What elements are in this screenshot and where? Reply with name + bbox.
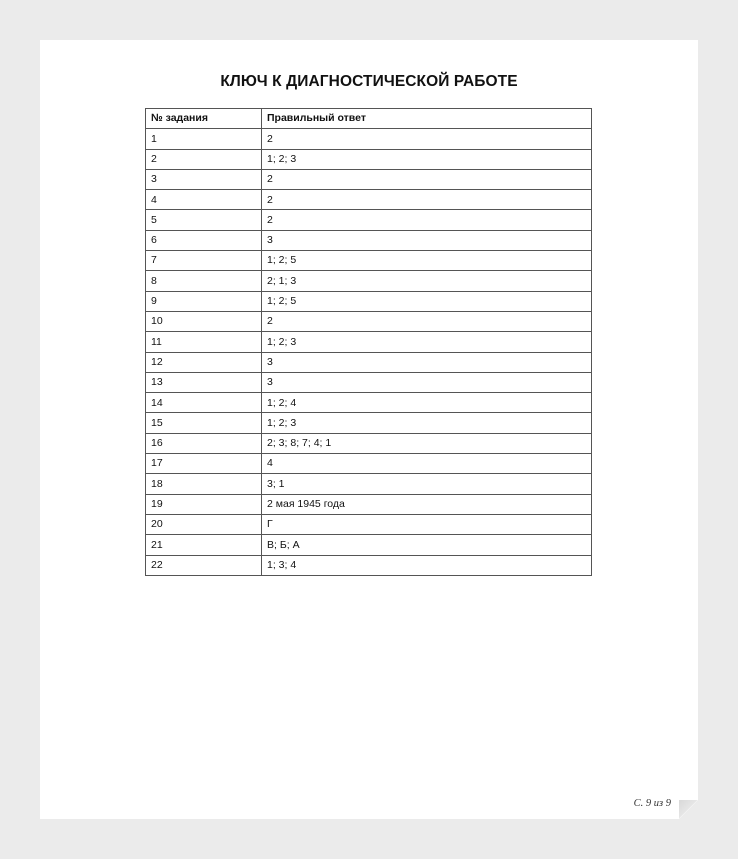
answer-cell: 2 bbox=[262, 190, 592, 210]
answer-cell: 2 bbox=[262, 129, 592, 149]
table-row bbox=[146, 129, 592, 149]
table-row bbox=[146, 311, 592, 331]
task-number-cell: 16 bbox=[146, 433, 262, 453]
answer-cell: 3; 1 bbox=[262, 474, 592, 494]
table-row bbox=[146, 352, 592, 372]
table-row bbox=[146, 271, 592, 291]
table-row bbox=[146, 372, 592, 392]
answer-cell: 1; 2; 5 bbox=[262, 251, 592, 271]
task-number-cell: 20 bbox=[146, 514, 262, 534]
task-number-cell: 8 bbox=[146, 271, 262, 291]
task-number-cell: 4 bbox=[146, 190, 262, 210]
task-number-cell: 2 bbox=[146, 149, 262, 169]
table-header-row bbox=[146, 109, 592, 129]
answer-cell: 1; 2; 5 bbox=[262, 291, 592, 311]
task-number-cell: 11 bbox=[146, 332, 262, 352]
task-number-cell: 14 bbox=[146, 393, 262, 413]
table-row bbox=[146, 291, 592, 311]
table-row bbox=[146, 251, 592, 271]
answer-cell: 2 bbox=[262, 169, 592, 189]
page-title: КЛЮЧ К ДИАГНОСТИЧЕСКОЙ РАБОТЕ bbox=[220, 73, 518, 90]
table-row bbox=[146, 149, 592, 169]
table-row bbox=[146, 514, 592, 534]
answer-cell: 1; 3; 4 bbox=[262, 555, 592, 575]
task-number-cell: 22 bbox=[146, 555, 262, 575]
table-row bbox=[146, 169, 592, 189]
table-body bbox=[146, 129, 592, 576]
page-curl-corner bbox=[679, 800, 698, 819]
answer-cell: 2 мая 1945 года bbox=[262, 494, 592, 514]
task-number-cell: 21 bbox=[146, 535, 262, 555]
table-row bbox=[146, 494, 592, 514]
task-number-cell: 6 bbox=[146, 230, 262, 250]
table-row bbox=[146, 454, 592, 474]
task-number-cell: 10 bbox=[146, 311, 262, 331]
task-number-cell: 9 bbox=[146, 291, 262, 311]
document-page bbox=[40, 40, 698, 819]
answer-cell: 4 bbox=[262, 454, 592, 474]
table-row bbox=[146, 535, 592, 555]
task-number-cell: 18 bbox=[146, 474, 262, 494]
table-row bbox=[146, 210, 592, 230]
column-header-correct-answer: Правильный ответ bbox=[262, 109, 592, 129]
answer-cell: 3 bbox=[262, 230, 592, 250]
answer-cell: 1; 2; 3 bbox=[262, 149, 592, 169]
answer-cell: 1; 2; 4 bbox=[262, 393, 592, 413]
task-number-cell: 1 bbox=[146, 129, 262, 149]
task-number-cell: 5 bbox=[146, 210, 262, 230]
table-row bbox=[146, 555, 592, 575]
task-number-cell: 7 bbox=[146, 251, 262, 271]
task-number-cell: 13 bbox=[146, 372, 262, 392]
answer-cell: 1; 2; 3 bbox=[262, 413, 592, 433]
answer-key-table bbox=[145, 108, 592, 576]
task-number-cell: 15 bbox=[146, 413, 262, 433]
answer-cell: Г bbox=[262, 514, 592, 534]
table-row bbox=[146, 230, 592, 250]
table-row bbox=[146, 474, 592, 494]
answer-cell: 1; 2; 3 bbox=[262, 332, 592, 352]
table-row bbox=[146, 332, 592, 352]
answer-cell: В; Б; А bbox=[262, 535, 592, 555]
table-row bbox=[146, 413, 592, 433]
task-number-cell: 3 bbox=[146, 169, 262, 189]
answer-cell: 2; 1; 3 bbox=[262, 271, 592, 291]
task-number-cell: 19 bbox=[146, 494, 262, 514]
task-number-cell: 17 bbox=[146, 454, 262, 474]
table-row bbox=[146, 190, 592, 210]
answer-cell: 2 bbox=[262, 210, 592, 230]
answer-cell: 2; 3; 8; 7; 4; 1 bbox=[262, 433, 592, 453]
task-number-cell: 12 bbox=[146, 352, 262, 372]
answer-cell: 3 bbox=[262, 352, 592, 372]
answer-cell: 2 bbox=[262, 311, 592, 331]
answer-cell: 3 bbox=[262, 372, 592, 392]
table-row bbox=[146, 393, 592, 413]
table-row bbox=[146, 433, 592, 453]
column-header-task-number: № задания bbox=[146, 109, 262, 129]
page-number: С. 9 из 9 bbox=[633, 798, 671, 809]
